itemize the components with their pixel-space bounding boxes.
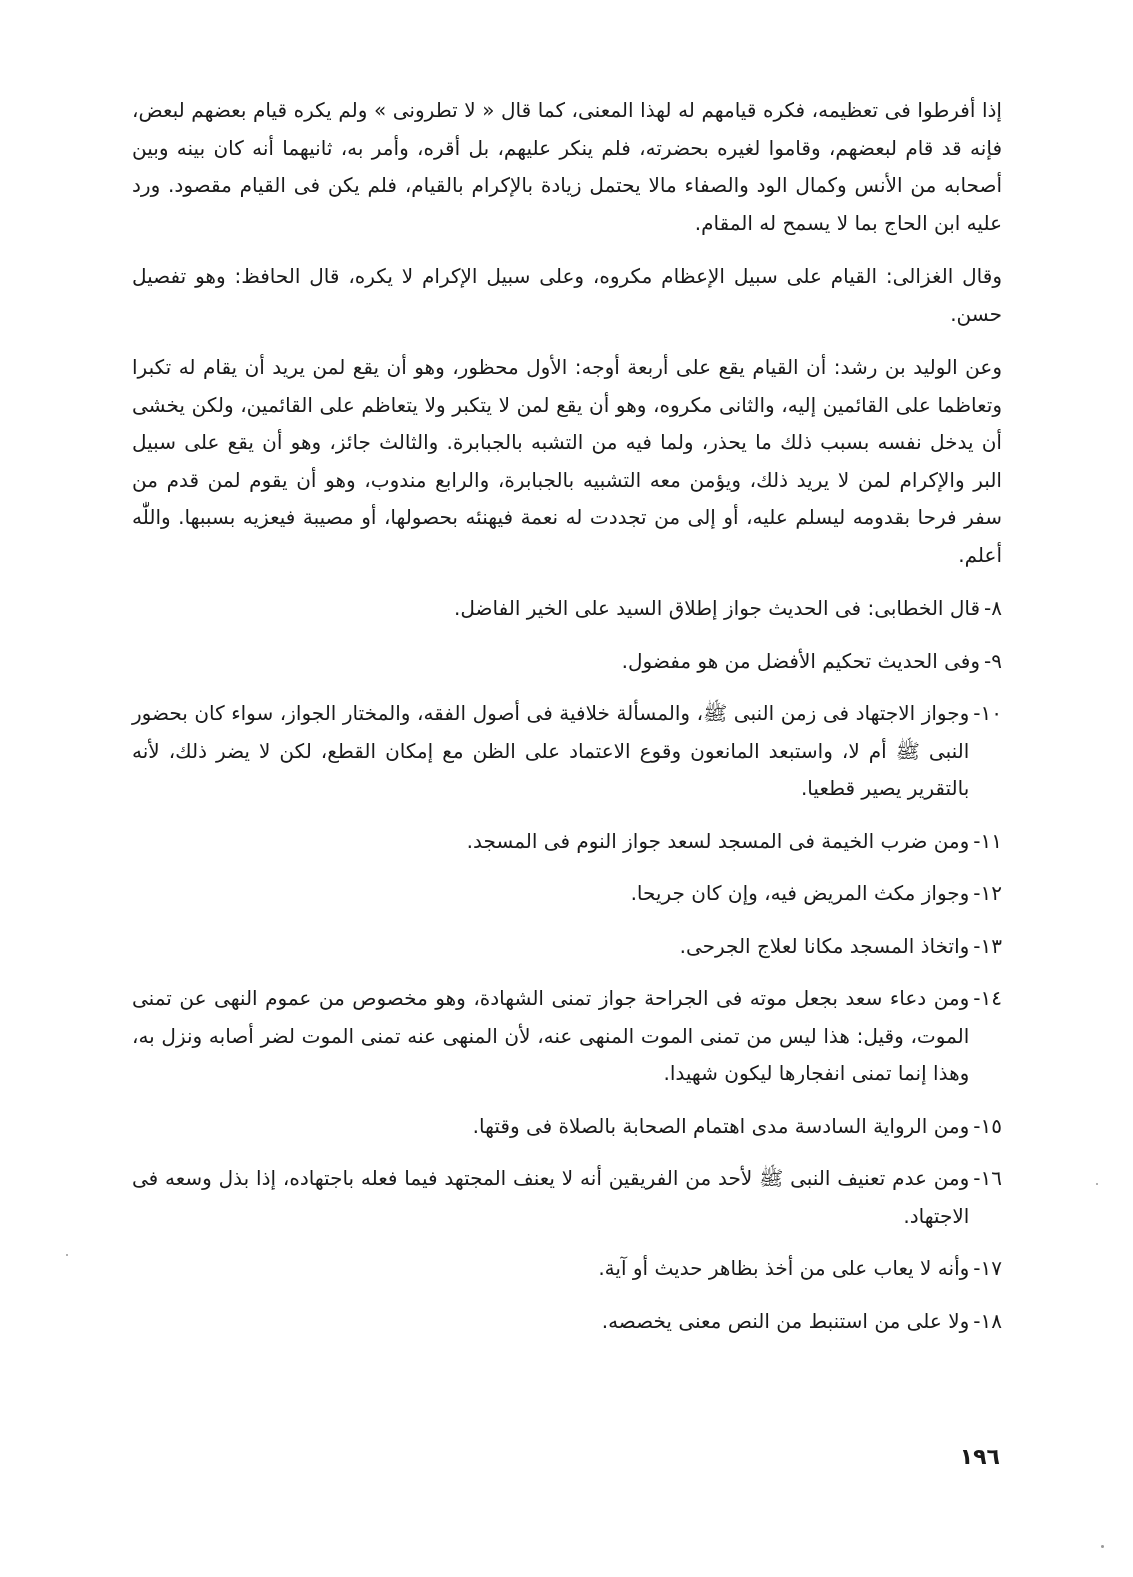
list-item-text: وجواز الاجتهاد فى زمن النبى ﷺ، والمسألة خلافية فى أصول الفقه، والمختار الجواز، سواء كان بحضور النبى ﷺ أم لا، واستبعد المانعون وقوع الاعتماد على الظن مع إمكان القطع، لكن لا يضر ذلك، لأنه بالتقرير يصير قطعيا. — [132, 701, 970, 800]
scan-speck — [66, 1254, 68, 1256]
list-item-number: ١١- — [973, 828, 1002, 853]
list-item-number: ١٢- — [973, 881, 1002, 905]
scan-speck — [1096, 1183, 1098, 1185]
list-item-text: ولا على من استنبط من النص معنى يخصصه. — [601, 1308, 970, 1333]
list-item — [132, 643, 1002, 681]
page-body — [132, 92, 1002, 1355]
list-item — [132, 1160, 1002, 1235]
list-item — [132, 1250, 1002, 1288]
list-item-number: ٨- — [984, 596, 1002, 620]
list-item — [132, 1108, 1002, 1146]
scan-speck — [1101, 1545, 1104, 1548]
list-item-text: ومن عدم تعنيف النبى ﷺ لأحد من الفريقين أنه لا يعنف المجتهد فيما فعله باجتهاده، إذا بذل وسعه فى الاجتهاد. — [132, 1166, 970, 1228]
list-item — [132, 875, 1002, 913]
list-item — [132, 590, 1002, 628]
list-item-number: ١٠- — [973, 701, 1002, 725]
list-item-text: ومن الرواية السادسة مدى اهتمام الصحابة بالصلاة فى وقتها. — [472, 1113, 970, 1138]
page-number: ١٩٦ — [959, 1445, 1000, 1470]
list-item-number: ١٣- — [973, 933, 1002, 958]
list-item-text: واتخاذ المسجد مكانا لعلاج الجرحى. — [679, 933, 970, 958]
list-item-text: ومن ضرب الخيمة فى المسجد لسعد جواز النوم فى المسجد. — [466, 828, 970, 853]
list-item — [132, 980, 1002, 1093]
list-item-number: ١٧- — [973, 1256, 1002, 1280]
list-item-text: وأنه لا يعاب على من أخذ بظاهر حديث أو آية. — [598, 1256, 970, 1280]
list-item-number: ١٥- — [973, 1113, 1002, 1138]
list-item — [132, 1303, 1002, 1341]
list-item — [132, 695, 1002, 808]
list-item-text: قال الخطابى: فى الحديث جواز إطلاق السيد على الخير الفاضل. — [454, 596, 981, 620]
list-item-number: ١٦- — [973, 1166, 1002, 1190]
list-item-number: ١٤- — [973, 986, 1002, 1010]
list-item — [132, 928, 1002, 966]
list-item-text: وجواز مكث المريض فيه، وإن كان جريحا. — [630, 881, 970, 905]
paragraph: وعن الوليد بن رشد: أن القيام يقع على أربعة أوجه: الأول محظور، وهو أن يقع لمن يريد أن يقام له تكبرا وتعاظما على القائمين إليه، والثانى مكروه، وهو أن يقع لمن لا يتكبر ولا يتعاظم على القائمين، ولكن يخشى أن يدخل نفسه بسبب ذلك ما يحذر، ولما فيه من التشبه بالجبابرة. والثالث جائز، وهو أن يقع على سبيل البر والإكرام لمن لا يريد ذلك، ويؤمن معه التشبيه بالجبابرة، والرابع مندوب، وهو أن يقوم لمن قدم من سفر فرحا بقدومه ليسلم عليه، أو إلى من تجددت له نعمة فيهنئه بحصولها، أو مصيبة فيعزيه بسببها. واللّٰه أعلم. — [132, 355, 1002, 567]
list-item-number: ١٨- — [973, 1308, 1002, 1333]
list-item-text: ومن دعاء سعد بجعل موته فى الجراحة جواز تمنى الشهادة، وهو مخصوص من عموم النهى عن تمنى الموت، وقيل: هذا ليس من تمنى الموت المنهى عنه، لأن المنهى عنه تمنى الموت لضر أصابه ونزل به، وهذا إنما تمنى انفجارها ليكون شهيدا. — [132, 986, 970, 1085]
paragraph: إذا أفرطوا فى تعظيمه، فكره قيامهم له لهذا المعنى، كما قال « لا تطرونى » ولم يكره قيام بعضهم لبعض، فإنه قد قام لبعضهم، وقاموا لغيره بحضرته، فلم ينكر عليهم، بل أقره، وأمر به، ثانيهما أنه كان بينه وبين أصحابه من الأنس وكمال الود والصفاء مالا يحتمل زيادة بالإكرام بالقيام، فلم يكن فى القيام مقصود. ورد عليه ابن الحاج بما لا يسمح له المقام. — [132, 98, 1002, 235]
list-item — [132, 823, 1002, 861]
list-item-number: ٩- — [984, 648, 1002, 673]
list-item-text: وفى الحديث تحكيم الأفضل من هو مفضول. — [621, 648, 981, 673]
paragraph: وقال الغزالى: القيام على سبيل الإعظام مكروه، وعلى سبيل الإكرام لا يكره، قال الحافظ: وهو تفصيل حسن. — [132, 264, 1002, 326]
